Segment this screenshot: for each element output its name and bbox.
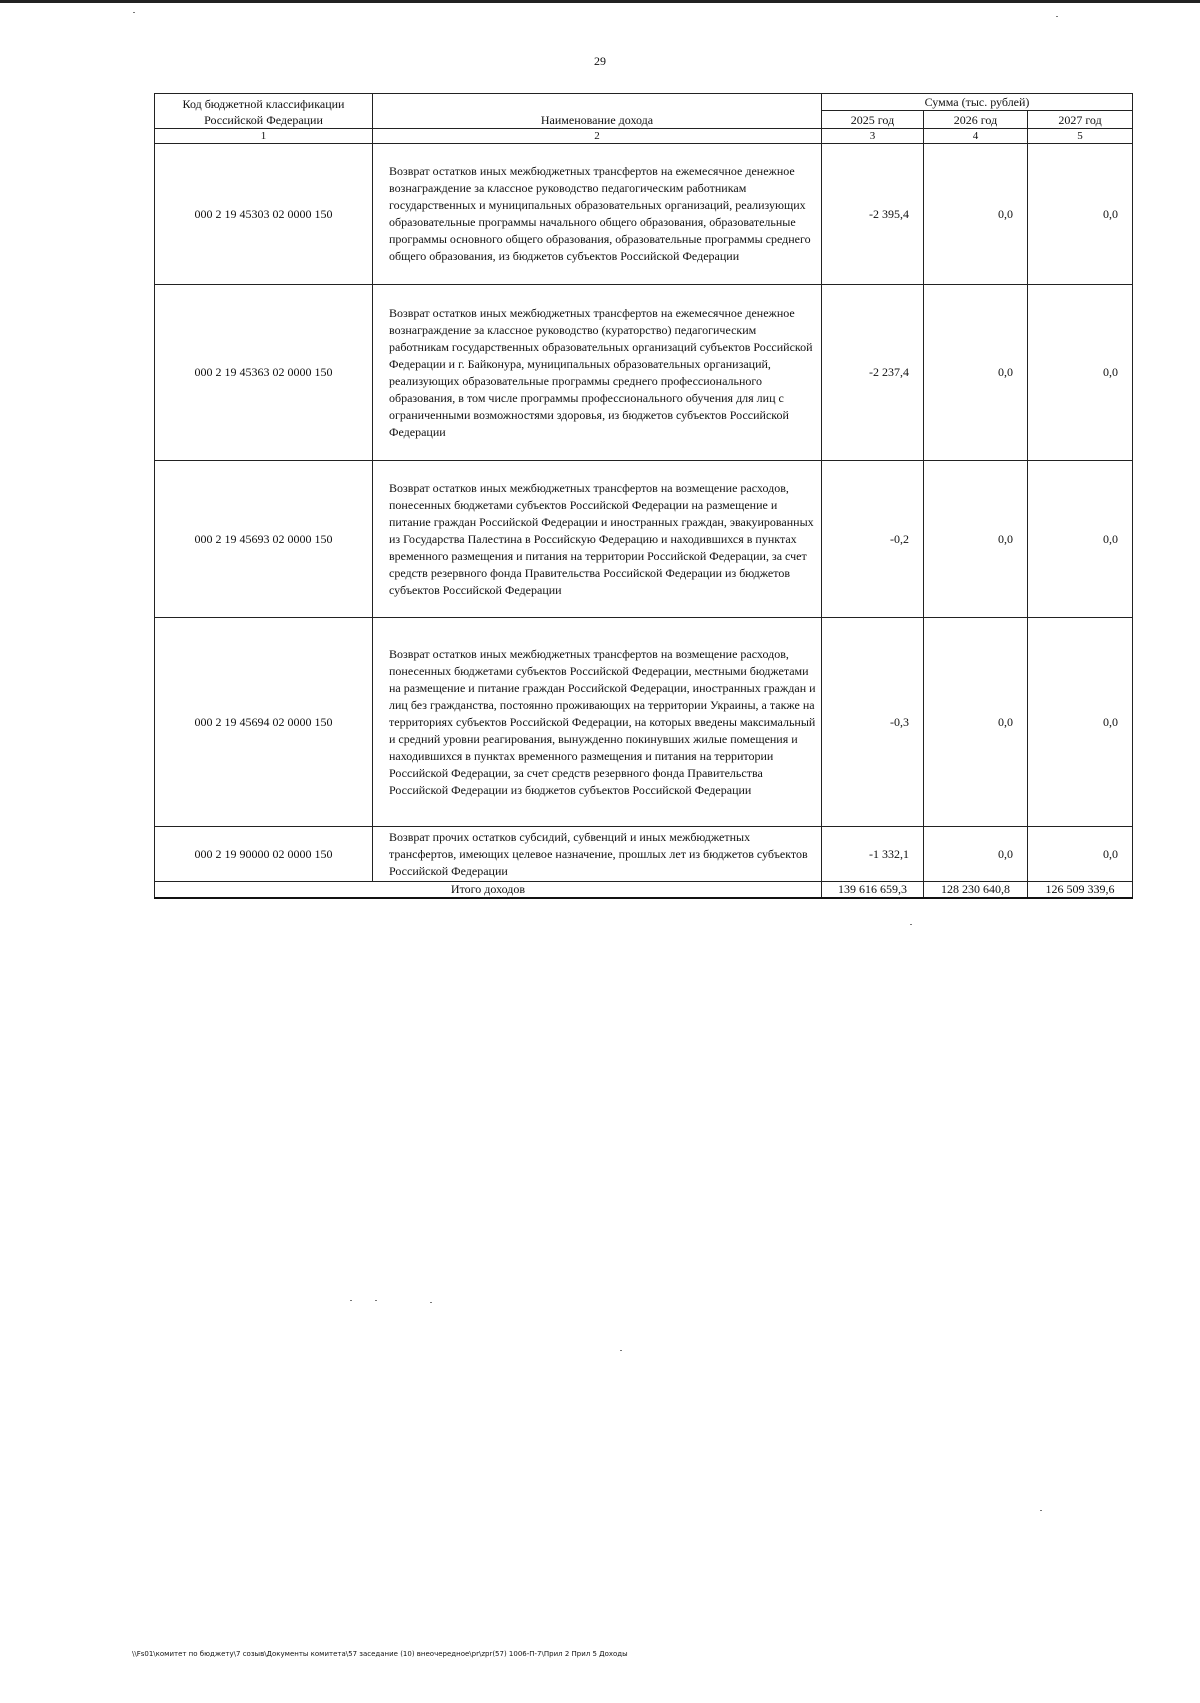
row-code: 000 2 19 45693 02 0000 150: [155, 461, 373, 618]
scan-speck: [375, 1300, 377, 1301]
row-value-2025: -2 395,4: [822, 144, 924, 285]
header-sum-group: Сумма (тыс. рублей): [822, 94, 1133, 111]
col-number: 2: [373, 129, 822, 144]
row-value-2027: 0,0: [1028, 285, 1133, 461]
page-number: 29: [594, 54, 606, 68]
row-value-2025: -0,3: [822, 618, 924, 827]
scan-speck: [1056, 16, 1058, 17]
row-value-2026: 0,0: [924, 827, 1028, 882]
header-code: Код бюджетной классификации Российской Федерации: [155, 94, 373, 129]
row-code: 000 2 19 45303 02 0000 150: [155, 144, 373, 285]
col-number: 4: [924, 129, 1028, 144]
header-year-2026: 2026 год: [924, 111, 1028, 129]
row-value-2026: 0,0: [924, 285, 1028, 461]
table-row: [155, 827, 1133, 882]
row-value-2027: 0,0: [1028, 827, 1133, 882]
header-year-2025: 2025 год: [822, 111, 924, 129]
row-code: 000 2 19 90000 02 0000 150: [155, 827, 373, 882]
row-value-2027: 0,0: [1028, 461, 1133, 618]
scan-speck: [350, 1300, 352, 1301]
total-value-2026: 128 230 640,8: [924, 882, 1028, 899]
table-row: [155, 461, 1133, 618]
row-code: 000 2 19 45694 02 0000 150: [155, 618, 373, 827]
scan-speck: [133, 12, 135, 13]
total-label: Итого доходов: [155, 882, 822, 899]
footer-file-path: \\Fs01\комитет по бюджету\7 созыв\Документы комитета\57 заседание (10) внеочередное\pr\zpr(57) 1006-П-7\Прил 2 Прил 5 Доходы: [132, 1650, 628, 1658]
header-year-2027: 2027 год: [1028, 111, 1133, 129]
row-value-2026: 0,0: [924, 618, 1028, 827]
col-number: 3: [822, 129, 924, 144]
total-value-2025: 139 616 659,3: [822, 882, 924, 899]
row-name: Возврат остатков иных межбюджетных трансфертов на возмещение расходов, понесенных бюджетами субъектов Российской Федерации на размещение и питание граждан Российской Федерации и иностранных граждан, эвакуированных из Государства Палестина в Российскую Федерацию и находившихся в пунктах временного размещения и питания на территории Российской Федерации, за счет средств резервного фонда Правительства Российской Федерации из бюджетов субъектов Российской Федерации: [373, 461, 822, 618]
table-row: [155, 285, 1133, 461]
income-table: [154, 93, 1133, 899]
row-name: Возврат остатков иных межбюджетных трансфертов на возмещение расходов, понесенных бюджетами субъектов Российской Федерации, местными бюджетами на размещение и питание граждан Российской Федерации, иностранных граждан и лиц без гражданства, постоянно проживающих на территории Украины, а также на территориях субъектов Российской Федерации, на которых введены максимальный и средний уровни реагирования, вынужденно покинувших жилые помещения и находившихся в пунктах временного размещения и питания на территории Российской Федерации, за счет средств резервного фонда Правительства Российской Федерации из бюджетов субъектов Российской Федерации: [373, 618, 822, 827]
col-number: 1: [155, 129, 373, 144]
total-row: [155, 882, 1133, 899]
row-value-2027: 0,0: [1028, 144, 1133, 285]
row-value-2025: -0,2: [822, 461, 924, 618]
total-value-2027: 126 509 339,6: [1028, 882, 1133, 899]
row-name: Возврат остатков иных межбюджетных трансфертов на ежемесячное денежное вознаграждение за классное руководство педагогическим работникам государственных и муниципальных образовательных организаций, реализующих образовательные программы начального общего образования, образовательные программы основного общего образования, образовательные программы среднего общего образования, из бюджетов субъектов Российской Федерации: [373, 144, 822, 285]
row-value-2026: 0,0: [924, 461, 1028, 618]
scan-speck: [620, 1350, 622, 1351]
column-number-row: [155, 129, 1133, 144]
table-row: [155, 618, 1133, 827]
row-name: Возврат остатков иных межбюджетных трансфертов на ежемесячное денежное вознаграждение за классное руководство (кураторство) педагогическим работникам государственных образовательных организаций субъектов Российской Федерации и г. Байконура, муниципальных образовательных организаций, реализующих образовательные программы среднего профессионального образования, в том числе программы профессионального обучения для лиц с ограниченными возможностями здоровья, из бюджетов субъектов Российской Федерации: [373, 285, 822, 461]
row-value-2027: 0,0: [1028, 618, 1133, 827]
row-code: 000 2 19 45363 02 0000 150: [155, 285, 373, 461]
scan-speck: [1040, 1510, 1042, 1511]
header-name: Наименование дохода: [373, 94, 822, 129]
table-row: [155, 144, 1133, 285]
scan-speck: [430, 1302, 432, 1303]
row-value-2025: -2 237,4: [822, 285, 924, 461]
scan-top-edge: [0, 0, 1200, 3]
row-value-2026: 0,0: [924, 144, 1028, 285]
col-number: 5: [1028, 129, 1133, 144]
row-value-2025: -1 332,1: [822, 827, 924, 882]
scan-speck: [910, 924, 912, 925]
header-row-1: [155, 94, 1133, 111]
row-name: Возврат прочих остатков субсидий, субвенций и иных межбюджетных трансфертов, имеющих целевое назначение, прошлых лет из бюджетов субъектов Российской Федерации: [373, 827, 822, 882]
